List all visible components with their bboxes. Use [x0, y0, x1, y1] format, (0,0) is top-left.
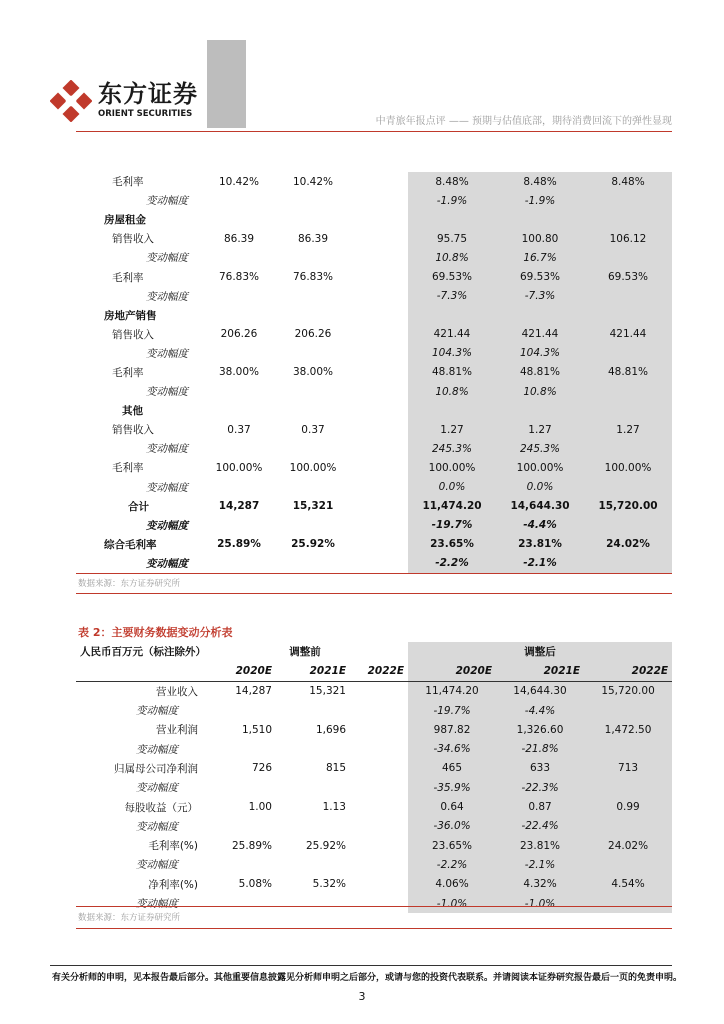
cell-value: 1,472.50 [584, 720, 672, 739]
cell-value: -7.3% [496, 287, 584, 306]
cell-value [584, 287, 672, 306]
cell-value [350, 306, 408, 325]
row-label: 毛利率 [112, 462, 144, 475]
row-label: 销售收入 [112, 233, 154, 246]
table-row [76, 535, 672, 554]
cell-value: 23.65% [408, 836, 496, 855]
cell-value: 25.89% [217, 538, 261, 551]
row-label: 变动幅度 [146, 386, 188, 399]
table-row [76, 363, 672, 382]
table-row [76, 778, 672, 797]
row-label: 销售收入 [112, 328, 154, 341]
row-label: 每股收益（元） [124, 801, 198, 814]
row-label: 其他 [122, 405, 143, 418]
table-row [76, 836, 672, 855]
cell-value [276, 894, 350, 913]
financial-change-table [76, 642, 672, 913]
cell-value [350, 701, 408, 720]
table2-year-row [76, 661, 672, 681]
row-label: 变动幅度 [146, 195, 188, 208]
cell-value [350, 363, 408, 382]
cell-value: 100.00% [289, 461, 337, 474]
cell-value [584, 210, 672, 229]
cell-value [276, 401, 350, 420]
table1-bottom-line [76, 573, 672, 574]
cell-value: 100.00% [496, 458, 584, 477]
cell-value: 245.3% [496, 439, 584, 458]
table-row [76, 681, 672, 701]
table-row [76, 720, 672, 739]
cell-value: 15,720.00 [584, 681, 672, 701]
cell-value [350, 535, 408, 554]
cell-value [202, 287, 276, 306]
cell-value: 10.8% [408, 382, 496, 401]
cell-value: 104.3% [408, 344, 496, 363]
row-label: 变动幅度 [146, 481, 188, 494]
cell-value: 69.53% [408, 267, 496, 286]
cell-value [276, 191, 350, 210]
row-label: 营业收入 [156, 685, 198, 698]
cell-value: 100.80 [496, 229, 584, 248]
cell-value [350, 554, 408, 573]
cell-value [202, 701, 276, 720]
table-row [76, 497, 672, 516]
cell-value [584, 739, 672, 758]
table1-source: 数据来源：东方证券研究所 [78, 579, 181, 589]
table-row [76, 420, 672, 439]
after-adjustment-label: 调整后 [408, 642, 672, 661]
cell-value [350, 439, 408, 458]
cell-value [350, 739, 408, 758]
footer-divider [50, 965, 672, 966]
cell-value: 100.00% [215, 461, 263, 474]
cell-value [202, 894, 276, 913]
cell-value [496, 401, 584, 420]
cell-value [202, 478, 276, 497]
row-label: 合计 [128, 500, 149, 513]
cell-value [408, 401, 496, 420]
cell-value [584, 894, 672, 913]
cell-value: 0.0% [408, 478, 496, 497]
cell-value [202, 855, 276, 874]
cell-value [584, 554, 672, 573]
row-label: 变动幅度 [146, 519, 188, 532]
page-number: 3 [358, 990, 366, 1003]
cell-value: 4.32% [496, 875, 584, 894]
cell-value: 16.7% [496, 248, 584, 267]
table-row [76, 306, 672, 325]
cell-value: 421.44 [408, 325, 496, 344]
cell-value [350, 797, 408, 816]
cell-value: 15,720.00 [584, 497, 672, 516]
header-divider [76, 131, 672, 132]
cell-value [584, 701, 672, 720]
row-label: 营业利润 [156, 724, 198, 737]
cell-value: 0.99 [584, 797, 672, 816]
cell-value: -35.9% [408, 778, 496, 797]
row-label: 毛利率 [112, 366, 144, 379]
table-row [76, 458, 672, 477]
year-header: 2022E [584, 661, 672, 681]
cell-value [276, 210, 350, 229]
row-label: 净利率(%) [148, 878, 198, 891]
cell-value: 48.81% [496, 363, 584, 382]
cell-value: 0.64 [408, 797, 496, 816]
cell-value: -1.0% [496, 894, 584, 913]
row-label: 变动幅度 [136, 743, 178, 756]
revenue-breakdown-table [76, 172, 672, 573]
cell-value: -22.3% [496, 778, 584, 797]
cell-value: 8.48% [496, 172, 584, 191]
cell-value [276, 739, 350, 758]
cell-value: -19.7% [408, 516, 496, 535]
cell-value: 10.8% [408, 248, 496, 267]
cell-value [276, 382, 350, 401]
cell-value [202, 778, 276, 797]
table-row [76, 439, 672, 458]
cell-value [202, 554, 276, 573]
cell-value [350, 210, 408, 229]
cell-value [276, 287, 350, 306]
cell-value [276, 778, 350, 797]
cell-value [350, 344, 408, 363]
cell-value: 95.75 [408, 229, 496, 248]
row-label: 毛利率 [112, 271, 144, 284]
cell-value: 1.13 [322, 801, 346, 814]
cell-value [202, 382, 276, 401]
cell-value: 38.00% [292, 366, 334, 379]
cell-value: 5.32% [312, 878, 346, 891]
table2-source: 数据来源：东方证券研究所 [78, 913, 181, 923]
table-row [76, 248, 672, 267]
cell-value: -36.0% [408, 817, 496, 836]
table-row [76, 855, 672, 874]
cell-value [350, 267, 408, 286]
cell-value: 1.27 [408, 420, 496, 439]
cell-value: 633 [496, 759, 584, 778]
cell-value: 713 [584, 759, 672, 778]
cell-value: 69.53% [584, 267, 672, 286]
report-title: 中青旅年报点评 —— 预期与估值底部，期待消费回流下的弹性显现 [375, 116, 672, 127]
row-label: 综合毛利率 [104, 538, 157, 551]
cell-value [202, 817, 276, 836]
table2-header-row [76, 642, 672, 661]
cell-value [202, 210, 276, 229]
year-header: 2022E [350, 661, 408, 681]
cell-value: 86.39 [297, 232, 329, 245]
table-row [76, 554, 672, 573]
cell-value: 86.39 [223, 232, 255, 245]
cell-value: 421.44 [496, 325, 584, 344]
cell-value [350, 894, 408, 913]
cell-value: 1,696 [315, 723, 346, 736]
cell-value [350, 681, 408, 701]
cell-value [202, 191, 276, 210]
table-row [76, 875, 672, 894]
cell-value: 24.02% [584, 836, 672, 855]
cell-value: -19.7% [408, 701, 496, 720]
table-row [76, 191, 672, 210]
cell-value: 25.92% [305, 839, 346, 852]
cell-value: 14,287 [218, 500, 260, 513]
cell-value [202, 739, 276, 758]
footer-disclaimer: 有关分析师的申明，见本报告最后部分。其他重要信息披露见分析师申明之后部分，或请与您的投资代表联系。并请阅读本证券研究报告最后一页的免责申明。 [52, 973, 683, 983]
cell-value: -21.8% [496, 739, 584, 758]
year-header: 2020E [202, 661, 276, 681]
cell-value [350, 817, 408, 836]
row-label: 房屋租金 [104, 214, 146, 227]
cell-value [350, 382, 408, 401]
cell-value: 1.27 [584, 420, 672, 439]
cell-value: -7.3% [408, 287, 496, 306]
cell-value [350, 248, 408, 267]
logo-mark-icon [50, 80, 92, 122]
cell-value: 106.12 [584, 229, 672, 248]
cell-value: 206.26 [294, 328, 332, 341]
row-label: 变动幅度 [136, 705, 178, 718]
table2-source-line [76, 928, 672, 929]
cell-value: 23.81% [496, 836, 584, 855]
cell-value: 48.81% [408, 363, 496, 382]
cell-value: 4.54% [584, 875, 672, 894]
cell-value: 1.00 [248, 801, 272, 814]
cell-value [276, 516, 350, 535]
cell-value [584, 439, 672, 458]
company-logo [50, 80, 210, 124]
cell-value: 10.42% [218, 175, 260, 188]
cell-value [202, 344, 276, 363]
cell-value [276, 855, 350, 874]
year-header: 2020E [408, 661, 496, 681]
unit-label: 人民币百万元（标注除外） [80, 646, 206, 659]
cell-value [350, 325, 408, 344]
row-label: 变动幅度 [136, 820, 178, 833]
cell-value: 1,510 [241, 723, 272, 736]
table-row [76, 516, 672, 535]
cell-value [350, 875, 408, 894]
cell-value [408, 210, 496, 229]
row-label: 变动幅度 [146, 557, 188, 570]
cell-value [202, 516, 276, 535]
cell-value: 10.8% [496, 382, 584, 401]
cell-value: 14,644.30 [496, 497, 584, 516]
table1-source-line [76, 593, 672, 594]
cell-value: 14,644.30 [496, 681, 584, 701]
table-row [76, 229, 672, 248]
year-header: 2021E [276, 661, 350, 681]
cell-value: 4.06% [408, 875, 496, 894]
row-label: 变动幅度 [146, 347, 188, 360]
cell-value: 11,474.20 [408, 681, 496, 701]
cell-value: -2.2% [408, 855, 496, 874]
cell-value: 1,326.60 [496, 720, 584, 739]
table-row [76, 817, 672, 836]
row-label: 房地产销售 [104, 309, 157, 322]
table-row [76, 287, 672, 306]
row-label: 变动幅度 [146, 443, 188, 456]
cell-value [276, 554, 350, 573]
cell-value: 10.42% [292, 175, 334, 188]
cell-value [276, 344, 350, 363]
cell-value [584, 778, 672, 797]
cell-value [584, 817, 672, 836]
before-adjustment-label: 调整前 [289, 646, 321, 659]
row-label: 变动幅度 [136, 859, 178, 872]
cell-value: 11,474.20 [408, 497, 496, 516]
table2-bottom-line [76, 906, 672, 907]
cell-value [496, 210, 584, 229]
table-row [76, 759, 672, 778]
cell-value [350, 855, 408, 874]
cell-value [350, 229, 408, 248]
cell-value: -34.6% [408, 739, 496, 758]
year-header: 2021E [496, 661, 584, 681]
cell-value [584, 478, 672, 497]
cell-value [584, 382, 672, 401]
cell-value [584, 401, 672, 420]
cell-value: 421.44 [584, 325, 672, 344]
cell-value: 69.53% [496, 267, 584, 286]
table-row [76, 210, 672, 229]
cell-value [584, 248, 672, 267]
row-label: 变动幅度 [136, 898, 178, 910]
cell-value [350, 516, 408, 535]
cell-value: 465 [408, 759, 496, 778]
cell-value [276, 248, 350, 267]
cell-value [350, 836, 408, 855]
table-row [76, 267, 672, 286]
cell-value: 5.08% [238, 878, 272, 891]
cell-value: 0.0% [496, 478, 584, 497]
logo-english-name: ORIENT SECURITIES [98, 109, 193, 119]
cell-value [350, 478, 408, 497]
cell-value: 100.00% [584, 458, 672, 477]
cell-value: 1.27 [496, 420, 584, 439]
cell-value [202, 306, 276, 325]
cell-value: -2.1% [496, 554, 584, 573]
row-label: 毛利率(%) [148, 840, 198, 853]
cell-value [202, 439, 276, 458]
cell-value [584, 516, 672, 535]
row-label: 销售收入 [112, 424, 154, 437]
cell-value: 0.37 [227, 423, 251, 436]
table-row [76, 325, 672, 344]
cell-value: 23.81% [496, 535, 584, 554]
cell-value [584, 855, 672, 874]
cell-value: 15,321 [309, 685, 346, 698]
table-row [76, 478, 672, 497]
cell-value [276, 439, 350, 458]
cell-value: 25.92% [291, 538, 335, 551]
cell-value [350, 420, 408, 439]
cell-value [408, 306, 496, 325]
cell-value: -1.9% [496, 191, 584, 210]
cell-value [350, 720, 408, 739]
cell-value: 14,287 [235, 685, 272, 698]
cell-value: 987.82 [408, 720, 496, 739]
cell-value [350, 287, 408, 306]
cell-value: -1.9% [408, 191, 496, 210]
logo-chinese-name: 东方证券 [98, 80, 198, 108]
cell-value [584, 344, 672, 363]
cell-value [496, 306, 584, 325]
cell-value [350, 401, 408, 420]
cell-value [276, 701, 350, 720]
cell-value [350, 458, 408, 477]
cell-value [350, 778, 408, 797]
cell-value [202, 248, 276, 267]
cell-value: 0.37 [301, 423, 325, 436]
cell-value [350, 759, 408, 778]
table-row [76, 797, 672, 816]
cell-value: 24.02% [584, 535, 672, 554]
cell-value [350, 172, 408, 191]
cell-value: 8.48% [408, 172, 496, 191]
cell-value: 815 [325, 762, 346, 775]
cell-value: 25.89% [231, 839, 272, 852]
row-label: 变动幅度 [136, 782, 178, 795]
row-label: 变动幅度 [146, 252, 188, 265]
table-row [76, 739, 672, 758]
cell-value: -4.4% [496, 701, 584, 720]
cell-value: 726 [251, 762, 272, 775]
cell-value [202, 401, 276, 420]
cell-value: 23.65% [408, 535, 496, 554]
cell-value: -1.0% [408, 894, 496, 913]
cell-value [350, 191, 408, 210]
row-label: 变动幅度 [146, 290, 188, 303]
table2-title: 表 2：主要财务数据变动分析表 [78, 626, 233, 639]
cell-value: -22.4% [496, 817, 584, 836]
cell-value [584, 191, 672, 210]
cell-value: -2.2% [408, 554, 496, 573]
row-label: 归属母公司净利润 [114, 762, 198, 775]
header-gray-block [207, 40, 246, 128]
table-row [76, 344, 672, 363]
cell-value [350, 497, 408, 516]
cell-value: 206.26 [220, 328, 258, 341]
cell-value: 245.3% [408, 439, 496, 458]
cell-value: 76.83% [218, 271, 260, 284]
cell-value: 48.81% [584, 363, 672, 382]
cell-value: 0.87 [496, 797, 584, 816]
cell-value [276, 817, 350, 836]
cell-value: -4.4% [496, 516, 584, 535]
cell-value: 100.00% [408, 458, 496, 477]
table-row [76, 172, 672, 191]
row-label: 毛利率 [112, 176, 144, 189]
cell-value [584, 306, 672, 325]
cell-value: 38.00% [218, 366, 260, 379]
cell-value: 76.83% [292, 271, 334, 284]
table-row [76, 701, 672, 720]
cell-value [276, 478, 350, 497]
cell-value [276, 306, 350, 325]
table-row [76, 382, 672, 401]
table-row [76, 401, 672, 420]
cell-value: 104.3% [496, 344, 584, 363]
cell-value: 15,321 [292, 500, 334, 513]
cell-value: -2.1% [496, 855, 584, 874]
cell-value: 8.48% [584, 172, 672, 191]
